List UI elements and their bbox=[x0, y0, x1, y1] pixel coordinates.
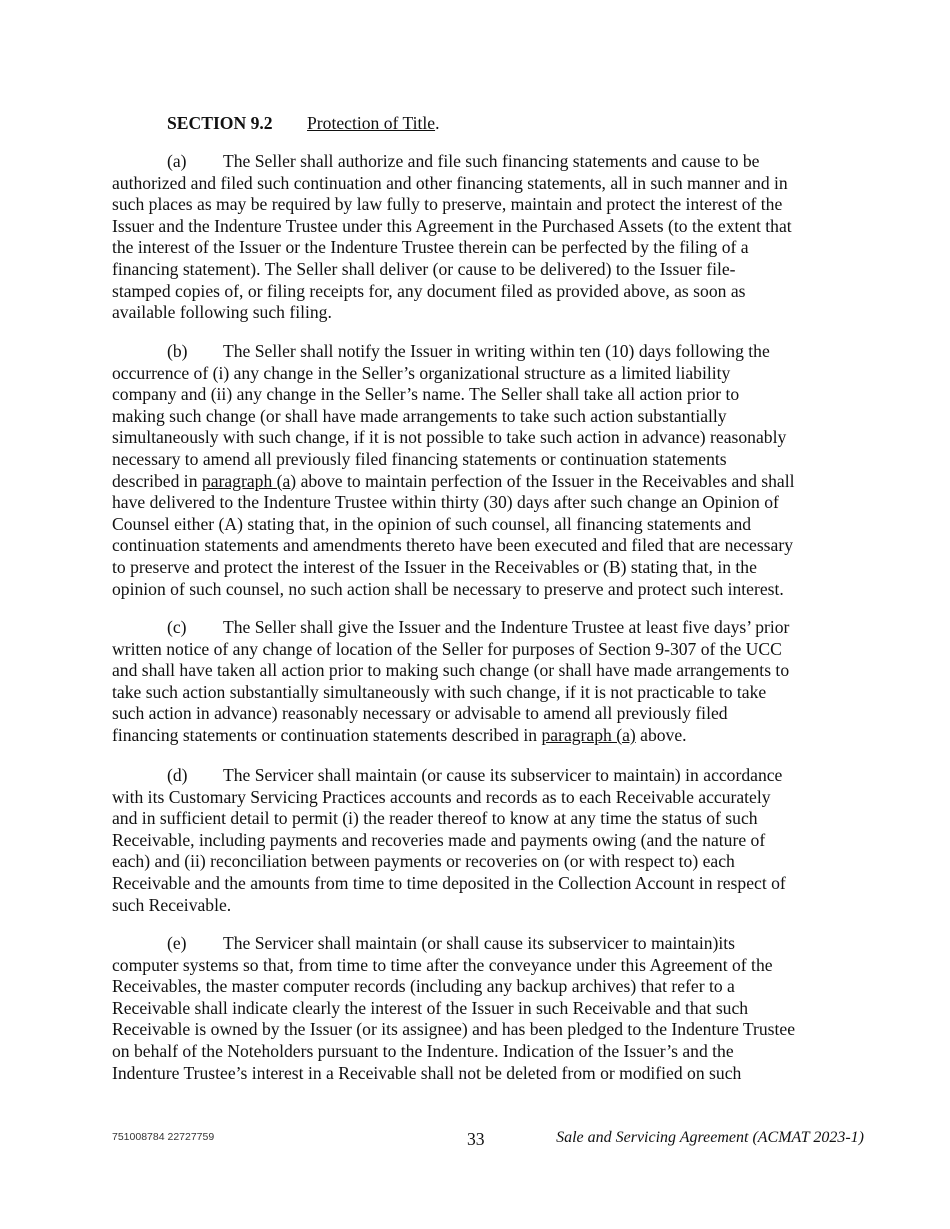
paragraph-line: simultaneously with such change, if it is not possible to take such action in advance) reasonably bbox=[112, 427, 787, 448]
paragraph-line: Indenture Trustee’s interest in a Receivable shall not be deleted from or modified on such bbox=[112, 1062, 742, 1083]
paragraph-line: company and (ii) any change in the Seller’s name. The Seller shall take all action prior to bbox=[112, 384, 740, 405]
paragraph-line: each) and (ii) reconciliation between payments or recoveries on (or with respect to) each bbox=[112, 851, 735, 872]
paragraph-b bbox=[112, 341, 852, 600]
paragraph-line: available following such filing. bbox=[112, 302, 332, 323]
paragraph-line: The Seller shall give the Issuer and the Indenture Trustee at least five days’ prior bbox=[223, 617, 790, 637]
paragraph-line: making such change (or shall have made arrangements to take such action substantially bbox=[112, 405, 727, 426]
paragraph-line: opinion of such counsel, no such action shall be necessary to preserve and protect such interest. bbox=[112, 578, 784, 599]
paragraph-line: authorized and filed such continuation and other financing statements, all in such manner and in bbox=[112, 172, 788, 193]
paragraph-label: (a) bbox=[167, 151, 187, 171]
paragraph-line: written notice of any change of location of the Seller for purposes of Section 9-307 of the UCC bbox=[112, 638, 782, 659]
paragraph-line: Counsel either (A) stating that, in the opinion of such counsel, all financing statements and bbox=[112, 513, 752, 534]
paragraph-line: the interest of the Issuer or the Indenture Trustee therein can be perfected by the filing of a bbox=[112, 237, 749, 258]
paragraph-line: above to maintain perfection of the Issuer in the Receivables and shall bbox=[300, 470, 795, 491]
document-title: Sale and Servicing Agreement (ACMAT 2023-1) bbox=[556, 1129, 864, 1146]
paragraph-line: stamped copies of, or filing receipts for, any document filed as provided above, as soon as bbox=[112, 280, 746, 301]
paragraph-line: continuation statements and amendments thereto have been executed and filed that are necessary bbox=[112, 535, 793, 556]
paragraph-line: necessary to amend all previously filed financing statements or continuation statements bbox=[112, 448, 727, 469]
paragraph-line: on behalf of the Noteholders pursuant to the Indenture. Indication of the Issuer’s and the bbox=[112, 1040, 734, 1061]
page-number: 33 bbox=[467, 1129, 485, 1149]
paragraph-line: occurrence of (i) any change in the Seller’s organizational structure as a limited liability bbox=[112, 362, 731, 383]
section-number: SECTION 9.2 bbox=[167, 113, 273, 133]
paragraph-line: take such action substantially simultaneously with such change, if it is not practicable to take bbox=[112, 681, 767, 702]
paragraph-line: above. bbox=[640, 724, 687, 745]
paragraph-line: computer systems so that, from time to time after the conveyance under this Agreement of the bbox=[112, 954, 773, 975]
paragraph-label: (b) bbox=[167, 341, 188, 361]
paragraph-line: Receivable, including payments and recoveries made and payments owing (and the nature of bbox=[112, 829, 766, 850]
paragraph-line: have delivered to the Indenture Trustee within thirty (30) days after such change an Opinion of bbox=[112, 492, 779, 513]
paragraph-line: such action in advance) reasonably necessary or advisable to amend all previously filed bbox=[112, 703, 728, 724]
paragraph-line: and shall have taken all action prior to making such change (or shall have made arrangements to bbox=[112, 660, 790, 681]
paragraph-label: (e) bbox=[167, 933, 187, 953]
section-heading: SECTION 9.2 Protection of Title. bbox=[167, 113, 440, 133]
paragraph-line: Receivable shall indicate clearly the interest of the Issuer in such Receivable and that such bbox=[112, 997, 749, 1018]
paragraph-line: Receivable is owned by the Issuer (or its assignee) and has been pledged to the Indenture Trustee bbox=[112, 1019, 796, 1040]
paragraph-line: such places as may be required by law fully to preserve, maintain and protect the interest of the bbox=[112, 194, 783, 215]
document-id: 751008784 22727759 bbox=[112, 1131, 215, 1143]
paragraph-line: financing statement). The Seller shall deliver (or cause to be delivered) to the Issuer file- bbox=[112, 258, 736, 279]
paragraph-line: The Servicer shall maintain (or shall cause its subservicer to maintain)its bbox=[223, 933, 736, 953]
paragraph-line: to preserve and protect the interest of the Issuer in the Receivables or (B) stating that, in the bbox=[112, 556, 757, 577]
paragraph-line: and in sufficient detail to permit (i) the reader thereof to know at any time the status of such bbox=[112, 808, 758, 829]
reference-prefix: described in bbox=[112, 470, 198, 491]
paragraph-line: such Receivable. bbox=[112, 894, 232, 915]
paragraph-c bbox=[112, 617, 852, 747]
paragraph-a bbox=[112, 151, 852, 324]
paragraph-line: Receivable and the amounts from time to time deposited in the Collection Account in respect of bbox=[112, 872, 786, 893]
paragraph-reference-link: paragraph (a) bbox=[541, 724, 636, 745]
paragraph-line: financing statements or continuation statements described in bbox=[112, 724, 538, 745]
paragraph-line: Receivables, the master computer records (including any backup archives) that refer to a bbox=[112, 976, 735, 997]
paragraph-line: Issuer and the Indenture Trustee under this Agreement in the Purchased Assets (to the extent that bbox=[112, 215, 792, 236]
paragraph-label: (c) bbox=[167, 617, 187, 637]
paragraph-line: The Seller shall notify the Issuer in writing within ten (10) days following the bbox=[223, 341, 770, 361]
paragraph-reference-link: paragraph (a) bbox=[201, 470, 297, 491]
paragraph-d bbox=[112, 765, 852, 916]
paragraph-line: The Seller shall authorize and file such financing statements and cause to be bbox=[223, 151, 760, 171]
paragraph-line: with its Customary Servicing Practices accounts and records as to each Receivable accurately bbox=[112, 786, 771, 807]
section-title: Protection of Title bbox=[307, 113, 436, 133]
paragraph-line: The Servicer shall maintain (or cause its subservicer to maintain) in accordance bbox=[223, 765, 783, 785]
paragraph-label: (d) bbox=[167, 765, 188, 785]
paragraph-e bbox=[112, 933, 852, 1084]
